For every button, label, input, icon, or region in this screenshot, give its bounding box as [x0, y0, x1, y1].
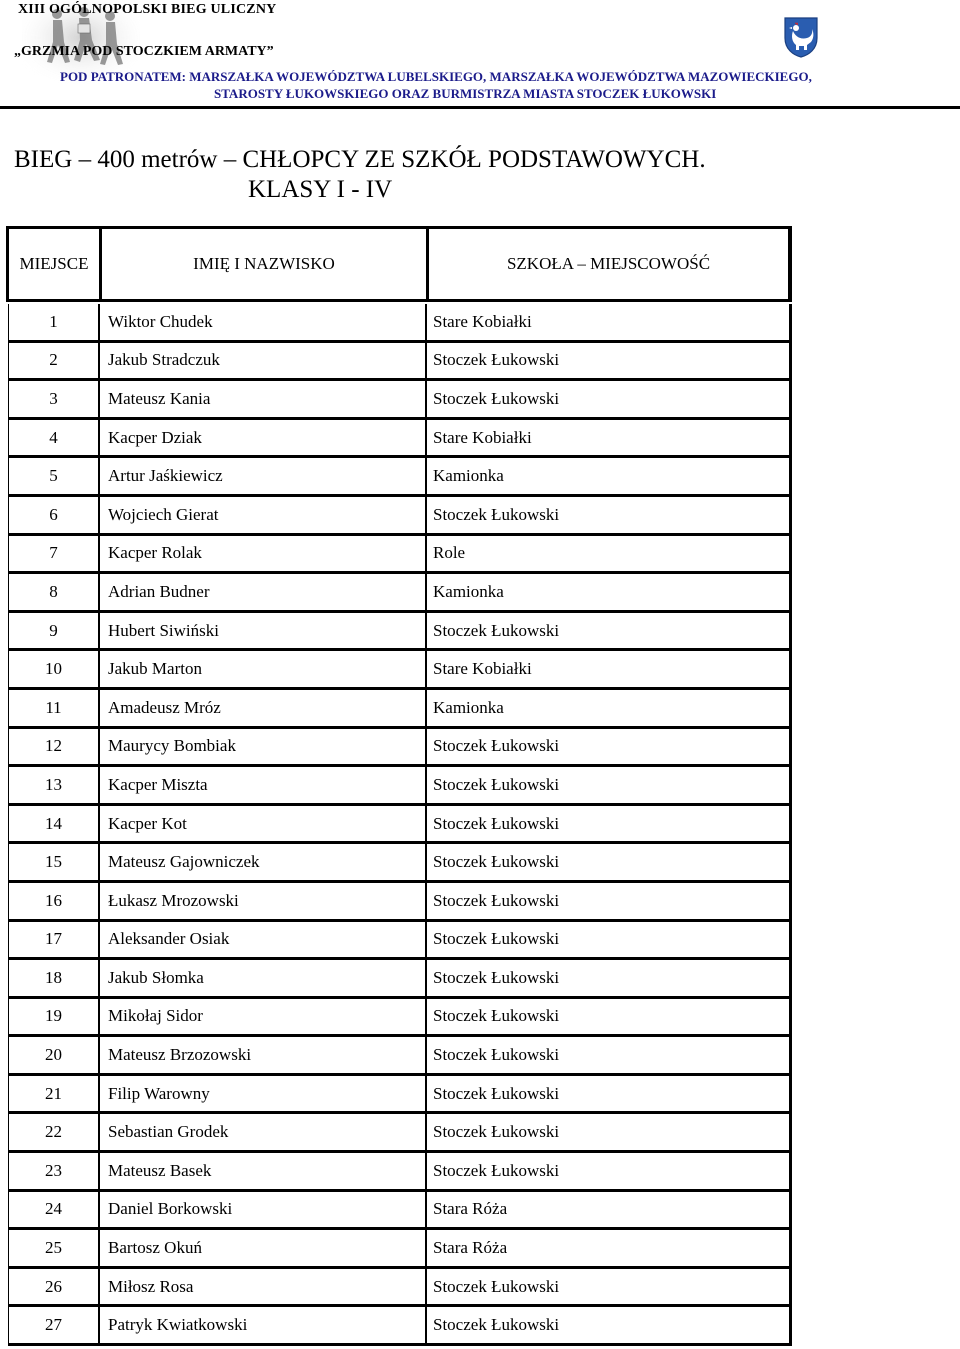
result-place: 21 — [9, 1076, 100, 1112]
result-school: Stoczek Łukowski — [433, 774, 560, 794]
result-name: Wojciech Gierat — [100, 497, 427, 533]
table-row — [8, 806, 792, 845]
result-place: 12 — [9, 729, 100, 765]
result-place: 27 — [9, 1307, 100, 1343]
result-place: 25 — [9, 1230, 100, 1266]
result-name: Aleksander Osiak — [100, 922, 427, 958]
result-school: Stoczek Łukowski — [433, 1006, 560, 1026]
table-row — [8, 304, 792, 343]
result-name: Adrian Budner — [100, 574, 427, 610]
result-school: Stoczek Łukowski — [433, 890, 560, 910]
result-place: 22 — [9, 1114, 100, 1150]
stoczek-lukowski-crest — [783, 16, 819, 58]
column-header-name: IMIĘ I NAZWISKO — [102, 229, 429, 299]
table-row — [8, 1076, 792, 1115]
result-name: Kacper Dziak — [100, 420, 427, 456]
result-name: Kacper Miszta — [100, 767, 427, 803]
result-school: Role — [433, 543, 466, 563]
table-row — [8, 1230, 792, 1269]
result-place: 10 — [9, 651, 100, 687]
result-place: 18 — [9, 960, 100, 996]
result-name: Łukasz Mrozowski — [100, 883, 427, 919]
document-header — [0, 0, 960, 110]
result-name: Filip Warowny — [100, 1076, 427, 1112]
result-name: Hubert Siwiński — [100, 613, 427, 649]
result-name: Artur Jaśkiewicz — [100, 458, 427, 494]
results-table — [8, 304, 792, 1346]
result-school: Stoczek Łukowski — [433, 1045, 560, 1065]
result-school: Stoczek Łukowski — [433, 1160, 560, 1180]
result-school: Stoczek Łukowski — [433, 504, 560, 524]
result-school: Stoczek Łukowski — [433, 1276, 560, 1296]
table-row — [8, 690, 792, 729]
result-name: Kacper Rolak — [100, 536, 427, 572]
result-school: Stare Kobiałki — [433, 427, 532, 447]
table-row — [8, 651, 792, 690]
result-place: 17 — [9, 922, 100, 958]
result-school: Stoczek Łukowski — [433, 620, 560, 640]
table-row — [8, 960, 792, 999]
table-row — [8, 922, 792, 961]
table-row — [8, 536, 792, 575]
result-school: Kamionka — [433, 466, 504, 486]
result-name: Wiktor Chudek — [100, 304, 427, 340]
result-place: 15 — [9, 844, 100, 880]
result-school: Stara Róża — [433, 1238, 508, 1258]
race-category: KLASY I - IV — [248, 176, 393, 203]
table-row — [8, 1192, 792, 1231]
result-place: 5 — [9, 458, 100, 494]
result-name: Jakub Stradczuk — [100, 343, 427, 379]
result-name: Daniel Borkowski — [100, 1192, 427, 1228]
result-school: Stoczek Łukowski — [433, 813, 560, 833]
result-place: 19 — [9, 999, 100, 1035]
result-school: Kamionka — [433, 581, 504, 601]
patronage-line-2: STAROSTY ŁUKOWSKIEGO ORAZ BURMISTRZA MIASTA STOCZEK ŁUKOWSKI — [214, 86, 717, 101]
table-row — [8, 381, 792, 420]
result-name: Maurycy Bombiak — [100, 729, 427, 765]
result-place: 3 — [9, 381, 100, 417]
result-name: Patryk Kwiatkowski — [100, 1307, 427, 1343]
result-name: Amadeusz Mróz — [100, 690, 427, 726]
patronage-line-1: POD PATRONATEM: MARSZAŁKA WOJEWÓDZTWA LUBELSKIEGO, MARSZAŁKA WOJEWÓDZTWA MAZOWIECKIEGO, — [60, 69, 812, 84]
table-row — [8, 729, 792, 768]
table-row — [8, 1269, 792, 1308]
result-school: Stoczek Łukowski — [433, 852, 560, 872]
table-row — [8, 1114, 792, 1153]
result-place: 6 — [9, 497, 100, 533]
result-school: Stare Kobiałki — [433, 311, 532, 331]
table-row — [8, 497, 792, 536]
result-place: 20 — [9, 1037, 100, 1073]
result-school: Stoczek Łukowski — [433, 1083, 560, 1103]
result-place: 16 — [9, 883, 100, 919]
result-place: 11 — [9, 690, 100, 726]
result-name: Mateusz Gajowniczek — [100, 844, 427, 880]
result-name: Jakub Słomka — [100, 960, 427, 996]
result-place: 14 — [9, 806, 100, 842]
column-header-place: MIEJSCE — [9, 229, 102, 299]
table-row — [8, 767, 792, 806]
table-row — [8, 883, 792, 922]
result-school: Stoczek Łukowski — [433, 967, 560, 987]
result-name: Mateusz Brzozowski — [100, 1037, 427, 1073]
result-place: 13 — [9, 767, 100, 803]
result-school: Stoczek Łukowski — [433, 350, 560, 370]
table-row — [8, 458, 792, 497]
header-divider — [0, 106, 960, 109]
table-row — [8, 574, 792, 613]
result-school: Stoczek Łukowski — [433, 736, 560, 756]
result-name: Jakub Marton — [100, 651, 427, 687]
table-row — [8, 844, 792, 883]
result-place: 2 — [9, 343, 100, 379]
result-name: Bartosz Okuń — [100, 1230, 427, 1266]
result-place: 8 — [9, 574, 100, 610]
result-name: Sebastian Grodek — [100, 1114, 427, 1150]
result-name: Kacper Kot — [100, 806, 427, 842]
table-row — [8, 613, 792, 652]
result-place: 24 — [9, 1192, 100, 1228]
result-name: Mateusz Basek — [100, 1153, 427, 1189]
result-school: Stoczek Łukowski — [433, 388, 560, 408]
result-school: Stoczek Łukowski — [433, 1315, 560, 1335]
race-title: BIEG – 400 metrów – CHŁOPCY ZE SZKÓŁ PODSTAWOWYCH. — [14, 146, 706, 173]
table-row — [8, 999, 792, 1038]
result-place: 7 — [9, 536, 100, 572]
table-row — [8, 420, 792, 459]
result-school: Stoczek Łukowski — [433, 929, 560, 949]
result-name: Miłosz Rosa — [100, 1269, 427, 1305]
result-school: Kamionka — [433, 697, 504, 717]
result-school: Stara Róża — [433, 1199, 508, 1219]
event-slogan: „GRZMIA POD STOCZKIEM ARMATY” — [14, 44, 274, 59]
result-name: Mateusz Kania — [100, 381, 427, 417]
result-school: Stoczek Łukowski — [433, 1122, 560, 1142]
table-header — [6, 226, 792, 302]
event-title: XIII OGÓLNOPOLSKI BIEG ULICZNY — [18, 2, 277, 17]
column-header-school: SZKOŁA – MIEJSCOWOŚĆ — [506, 254, 711, 273]
table-row — [8, 1307, 792, 1346]
table-row — [8, 1037, 792, 1076]
result-place: 23 — [9, 1153, 100, 1189]
table-row — [8, 343, 792, 382]
result-name: Mikołaj Sidor — [100, 999, 427, 1035]
result-place: 4 — [9, 420, 100, 456]
result-place: 1 — [9, 304, 100, 340]
result-place: 26 — [9, 1269, 100, 1305]
result-place: 9 — [9, 613, 100, 649]
result-school: Stare Kobiałki — [433, 659, 532, 679]
table-row — [8, 1153, 792, 1192]
